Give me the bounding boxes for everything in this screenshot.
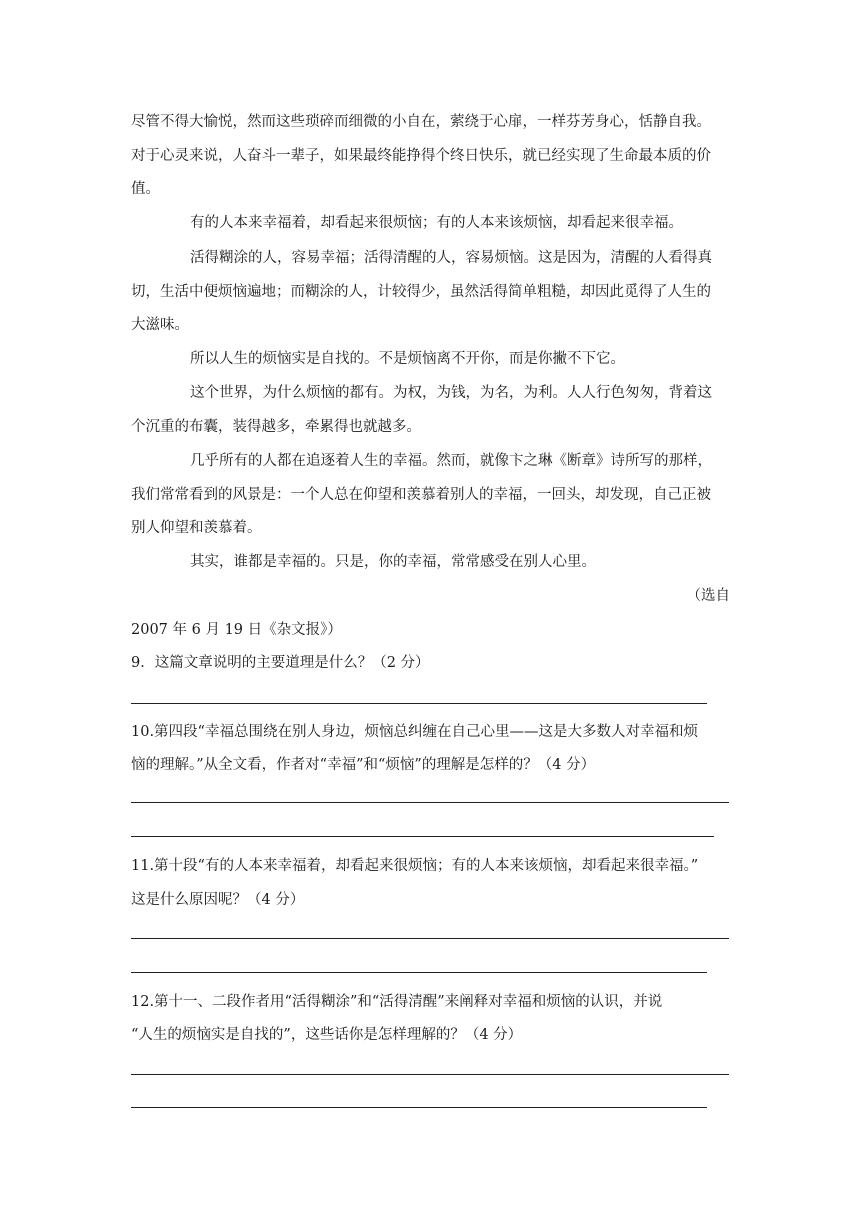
- passage-p2-line1: 有的人本来幸福着，却看起来很烦恼；有的人本来该烦恼，却看起来很幸福。: [190, 215, 683, 231]
- passage-p3-line1: 活得糊涂的人，容易幸福；活得清醒的人，容易烦恼。这是因为，清醒的人看得真: [190, 250, 712, 266]
- answer-line-q11-2: [131, 972, 707, 973]
- answer-line-q12-2: [131, 1107, 707, 1108]
- question-12-line1: 12.第十一、二段作者用“活得糊涂”和“活得清醒”来阐释对幸福和烦恼的认识，并说: [131, 994, 663, 1010]
- answer-line-q10-1: [131, 802, 729, 803]
- source-citation-line2: 2007 年 6 月 19 日《杂文报》）: [131, 622, 342, 638]
- answer-line-q9-1: [131, 703, 707, 704]
- passage-p7-line1: 其实，谁都是幸福的。只是，你的幸福，常常感受在别人心里。: [190, 554, 596, 570]
- source-citation-line1: （选自: [686, 588, 730, 604]
- question-12-line2: “人生的烦恼实是自找的”，这些话你是怎样理解的？（4 分）: [131, 1027, 523, 1043]
- passage-p5-line2: 个沉重的布囊，装得越多，牵累得也就越多。: [131, 419, 421, 435]
- answer-line-q11-1: [131, 938, 729, 939]
- passage-p5-line1: 这个世界，为什么烦恼的都有。为权，为钱，为名，为利。人人行色匆匆，背着这: [190, 385, 712, 401]
- passage-p1-line1: 尽管不得大愉悦，然而这些琐碎而细微的小自在，萦绕于心扉，一样芬芳身心，恬静自我。: [131, 114, 711, 130]
- question-9: 9．这篇文章说明的主要道理是什么？（2 分）: [131, 655, 430, 671]
- passage-p1-line3: 值。: [131, 181, 160, 197]
- question-10-line2: 恼的理解。”从全文看，作者对“幸福”和“烦恼”的理解是怎样的？（4 分）: [131, 757, 596, 773]
- question-11-line1: 11.第十段“有的人本来幸福着，却看起来很烦恼；有的人本来该烦恼，却看起来很幸福。”: [131, 858, 699, 874]
- passage-p3-line3: 大滋味。: [131, 317, 189, 333]
- passage-p6-line1: 几乎所有的人都在追逐着人生的幸福。然而，就像卞之琳《断章》诗所写的那样，: [190, 453, 712, 469]
- question-11-line2: 这是什么原因呢？（4 分）: [131, 892, 305, 908]
- passage-p6-line2: 我们常常看到的风景是：一个人总在仰望和羡慕着别人的幸福，一回头，却发现，自己正被: [131, 487, 711, 503]
- passage-p3-line2: 切，生活中便烦恼遍地；而糊涂的人，计较得少，虽然活得简单粗糙，却因此觅得了人生的: [131, 284, 711, 300]
- answer-line-q12-1: [131, 1074, 729, 1075]
- passage-p6-line3: 别人仰望和羡慕着。: [131, 520, 262, 536]
- passage-p4-line1: 所以人生的烦恼实是自找的。不是烦恼离不开你，而是你撇不下它。: [190, 351, 625, 367]
- answer-line-q10-2: [131, 836, 714, 837]
- passage-p1-line2: 对于心灵来说，人奋斗一辈子，如果最终能挣得个终日快乐，就已经实现了生命最本质的价: [131, 148, 711, 164]
- question-10-line1: 10.第四段“幸福总围绕在别人身边，烦恼总纠缠在自己心里——这是大多数人对幸福和烦: [131, 724, 698, 740]
